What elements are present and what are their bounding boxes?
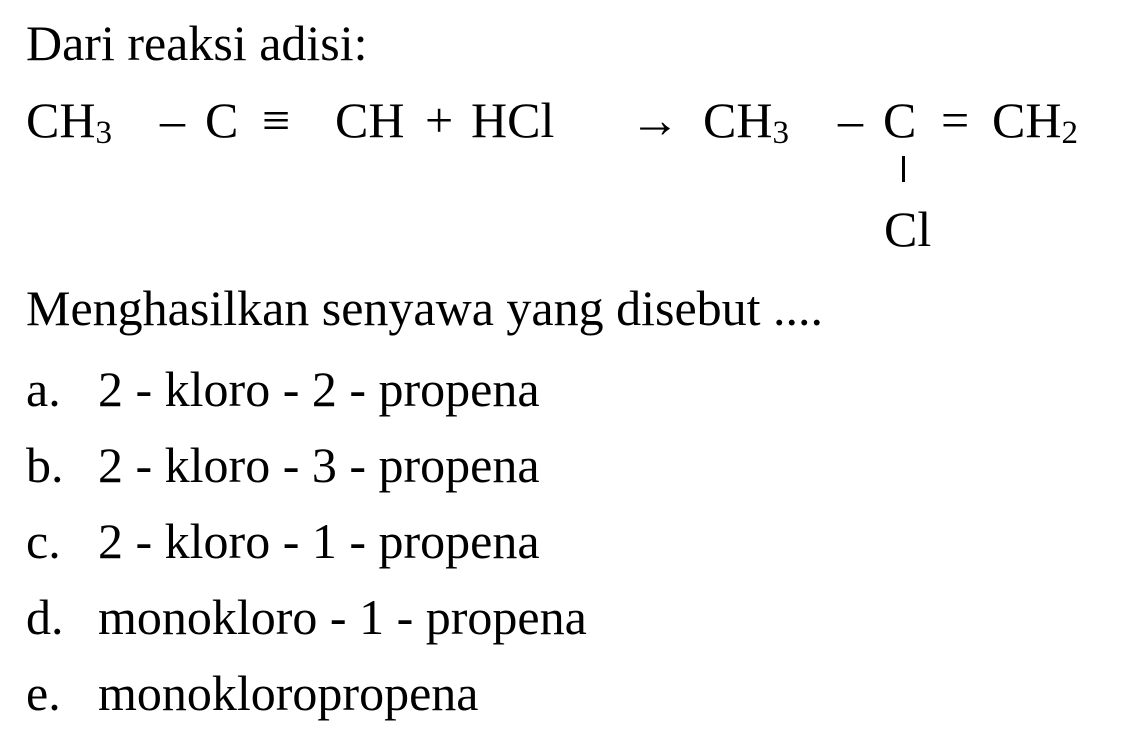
single-bond: – — [160, 92, 185, 148]
plus-sign: + — [425, 92, 454, 148]
branch-bond-line — [902, 156, 905, 182]
reaction-arrow: → — [630, 92, 680, 148]
question-text: Menghasilkan senyawa yang disebut .... — [26, 280, 824, 336]
chlorine-substituent: Cl — [884, 201, 932, 257]
reactant-carbon: C — [205, 92, 239, 148]
intro-text: Dari reaksi adisi: — [26, 15, 368, 71]
product-ch3: $CH_3$ — [703, 92, 789, 151]
option-d[interactable] — [26, 589, 587, 645]
option-letter: b. — [26, 437, 64, 493]
reactant-ch: CH — [335, 92, 405, 148]
option-text: 2 - kloro - 2 - propena — [98, 361, 540, 417]
option-text: 2 - kloro - 3 - propena — [98, 437, 540, 493]
single-bond: – — [838, 92, 863, 148]
option-c[interactable] — [26, 513, 540, 569]
option-letter: c. — [26, 513, 61, 569]
product-ch2: $CH_2$ — [992, 92, 1078, 151]
product-carbon: C — [883, 92, 917, 148]
reactant-hcl: HCl — [471, 92, 555, 148]
reactant-ch3: $CH_3$ — [26, 92, 112, 151]
option-letter: d. — [26, 589, 64, 645]
option-e[interactable] — [26, 665, 479, 721]
option-letter: a. — [26, 361, 61, 417]
double-bond: = — [941, 92, 970, 148]
option-a[interactable] — [26, 361, 540, 417]
triple-bond: ≡ — [262, 92, 291, 148]
option-letter: e. — [26, 665, 61, 721]
option-b[interactable] — [26, 437, 540, 493]
option-text: 2 - kloro - 1 - propena — [98, 513, 540, 569]
option-text: monokloro - 1 - propena — [98, 589, 587, 645]
option-text: monokloropropena — [98, 665, 479, 721]
